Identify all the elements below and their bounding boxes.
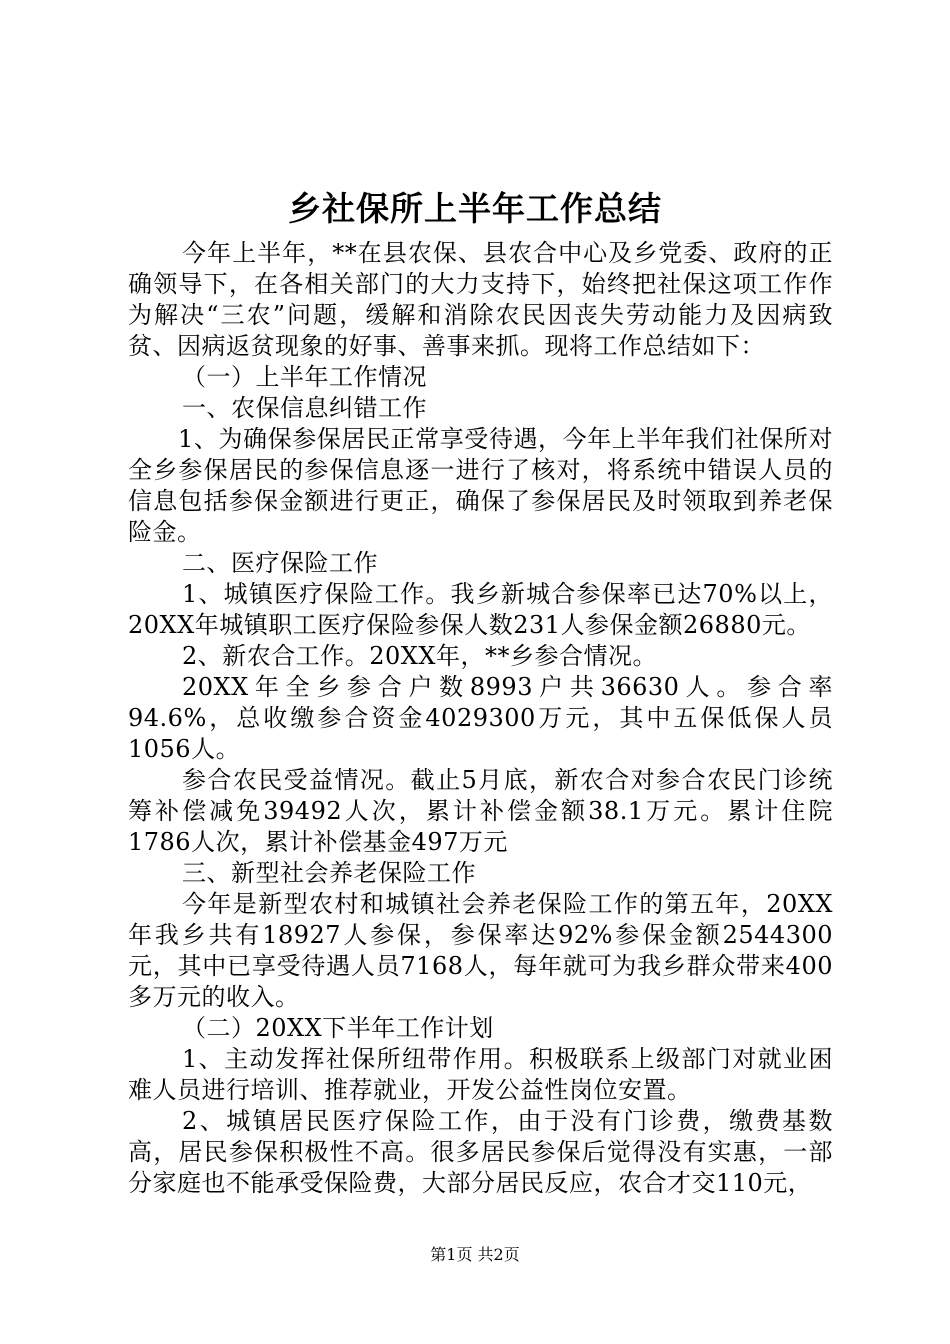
paragraph-new-rural-cooperative: 2、新农合工作。20XX年，**乡参合情况。	[182, 642, 657, 670]
paragraph-urban-medical: 1、城镇医疗保险工作。我乡新城合参保率已达70%以上，20XX年城镇职工医疗保险参保人数231人参保金额26880元。	[128, 580, 833, 639]
paragraph-plan-item-1: 1、主动发挥社保所纽带作用。积极联系上级部门对就业困难人员进行培训、推荐就业，开发公益性岗位安置。	[128, 1045, 833, 1104]
paragraph-participation-stats: 20XX年全乡参合户数8993户共36630人。参合率94.6%，总收缴参合资金4029300万元，其中五保低保人员1056人。	[128, 673, 833, 763]
document-title: 乡社保所上半年工作总结	[288, 189, 662, 228]
subheading-info-correction: 一、农保信息纠错工作	[182, 394, 427, 422]
paragraph-info-correction: 1、为确保参保居民正常享受待遇，今年上半年我们社保所对全乡参保居民的参保信息逐一进行了核对，将系统中错误人员的信息包括参保金额进行更正，确保了参保居民及时领取到养老保险金。	[128, 425, 833, 546]
paragraph-pension-stats: 今年是新型农村和城镇社会养老保险工作的第五年，20XX年我乡共有18927人参保，参保率达92%参保金额2544300元，其中已享受待遇人员7168人，每年就可为我乡群众带来400多万元的收入。	[128, 890, 833, 1011]
paragraph-intro: 今年上半年，**在县农保、县农合中心及乡党委、政府的正确领导下，在各相关部门的大力支持下，始终把社保这项工作作为解决“三农”问题，缓解和消除农民因丧失劳动能力及因病致贫、因病返贫现象的好事、善事来抓。现将工作总结如下：	[128, 239, 833, 360]
paragraph-plan-item-2: 2、城镇居民医疗保险工作，由于没有门诊费，缴费基数高，居民参保积极性不高。很多居民参保后觉得没有实惠，一部分家庭也不能承受保险费，大部分居民反应，农合才交110元，	[128, 1107, 833, 1197]
page-footer: 第1页 共2页	[430, 1245, 520, 1264]
section-heading-second-half-plan: （二）20XX下半年工作计划	[182, 1014, 494, 1042]
document-body	[128, 238, 833, 1199]
subheading-pension-insurance: 三、新型社会养老保险工作	[182, 859, 476, 887]
subheading-medical-insurance: 二、医疗保险工作	[182, 549, 378, 577]
paragraph-benefit-stats: 参合农民受益情况。截止5月底，新农合对参合农民门诊统筹补偿减免39492人次，累计补偿金额38.1万元。累计住院1786人次，累计补偿基金497万元	[128, 766, 833, 856]
section-heading-first-half: （一）上半年工作情况	[182, 363, 427, 391]
